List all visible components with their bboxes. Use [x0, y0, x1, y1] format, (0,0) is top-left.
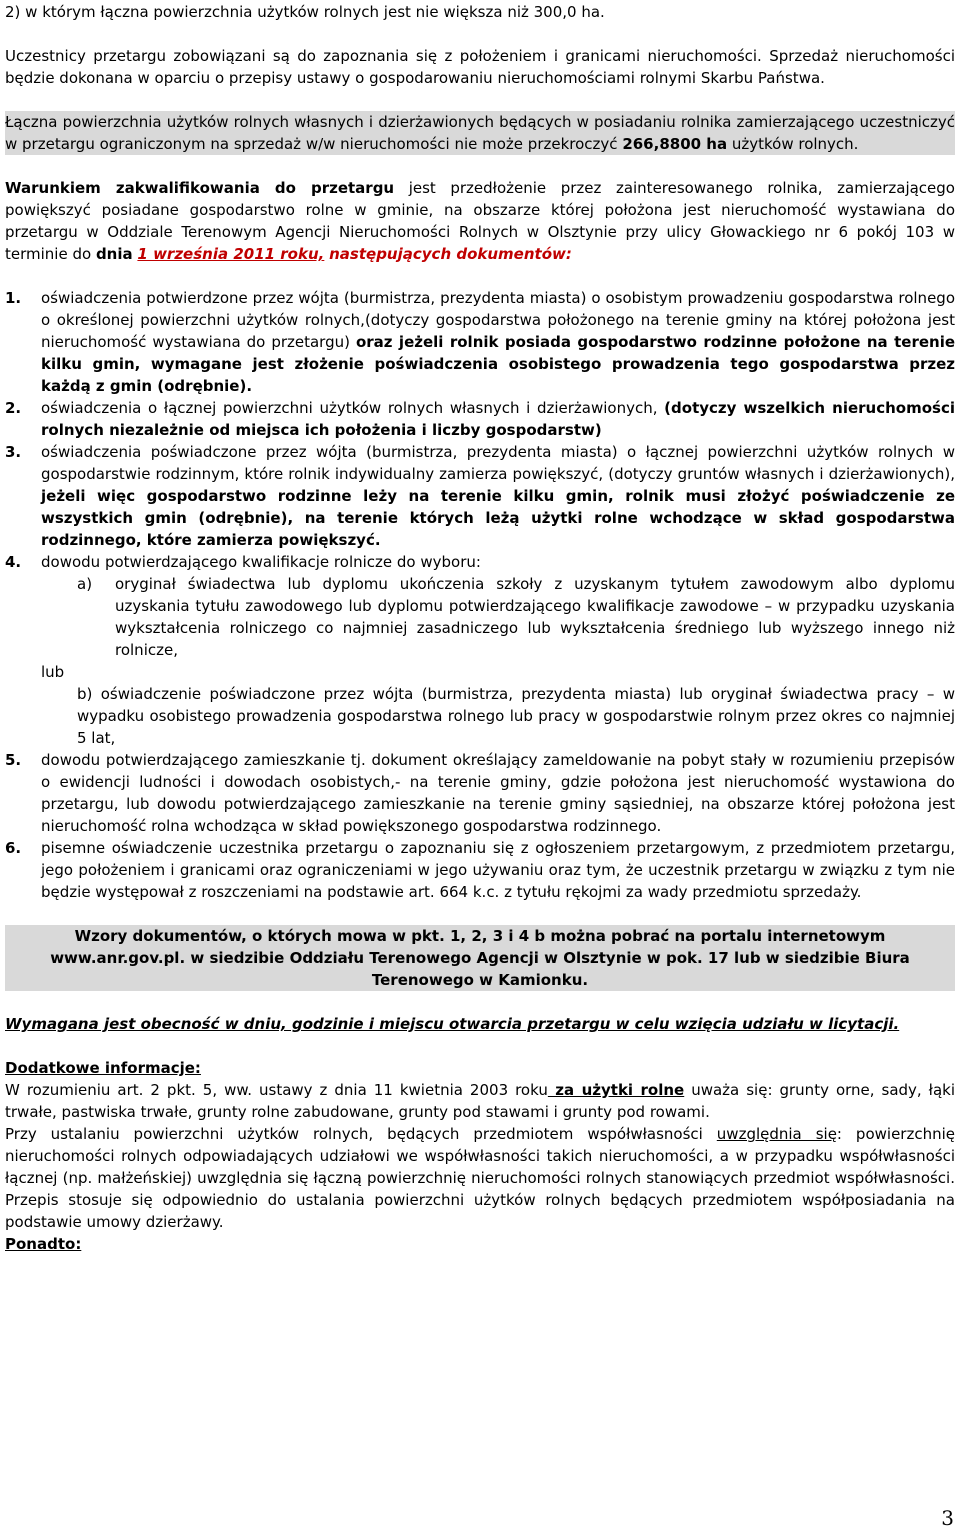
condition-text: jest przedłożenie przez zainteresowanego rolnika, zamierzającego powiększyć posiadane gospodarstwo rolne w gminie, na obszarze której położona jest nieruchomość wystawiana do przetargu w Oddziale Terenowym Agencji Nieruchomości Rolnych w Olsztynie przy ulicy Głowackiego nr 6 pokój 103 w terminie do [5, 179, 955, 263]
item-bold: oraz jeżeli rolnik posiada gospodarstwo rodzinne położone na terenie kilku gmin, wymagane jest złożenie poświadczenia osobistego prowadzenia tego gospodarstwa przez każdą z gmin (odrębnie). [41, 333, 956, 395]
sub-item-b-text: b) oświadczenie poświadczone przez wójta (burmistrza, prezydenta miasta) lub oryginał świadectwa pracy – w wypadku osobistego prowadzenia gospodarstwa rolnego lub pracy w gospodarstwie rolnym przez okres co najmniej 5 lat, [77, 685, 955, 747]
documents-list [5, 287, 955, 903]
item-text: dowodu potwierdzającego kwalifikacje rolnicze do wyboru: [41, 553, 481, 571]
item-text: dowodu potwierdzającego zamieszkanie tj. dokument określający zameldowanie na pobyt stały w rozumieniu przepisów o ewidencji ludności i dowodach osobistych,- na terenie gminy, gdzie położona jest nieruchomość wystawiona do przetargu, lub dowodu potwierdzającego zamieszkanie na terenie gminy sąsiedniej, na obszarze której położona jest nieruchomość rolna wchodząca w skład powiększonego gospodarstwa rodzinnego. [41, 751, 955, 835]
extra-info-p1 [5, 1079, 955, 1123]
item-number: 2. [5, 399, 22, 417]
page-number: 3 [941, 1506, 954, 1530]
or-connector: lub [41, 663, 65, 681]
paragraph-condition [5, 177, 955, 265]
extra-info-p2 [5, 1123, 955, 1233]
item-text: pisemne oświadczenie uczestnika przetargu o zapoznaniu się z ogłoszeniem przetargowym, z przedmiotem przetargu, jego położeniem i granicami oraz ograniczeniami w jego używaniu oraz tym, że uczestnik przetargu w związku z tym nie będzie występował z roszczeniami na podstawie art. 664 k.c. z tytułu rękojmi za wady przedmiotu sprzedaży. [41, 839, 955, 901]
extra-p1-tail: uważa się: grunty orne, sady, łąki trwałe, pastwiska trwałe, grunty rolne zabudowane, grunty pod stawami i grunty pod rowami. [5, 1081, 955, 1121]
item-number: 5. [5, 751, 22, 769]
list-item [5, 441, 955, 551]
templates-notice: Wzory dokumentów, o których mowa w pkt. 1, 2, 3 i 4 b można pobrać na portalu internetowym www.anr.gov.pl. w siedzibie Oddziału Terenowego Agencji w Olsztynie w pok. 17 lub w siedzibie Biura Terenowego w Kamionku. [5, 925, 955, 991]
sub-options [41, 573, 955, 661]
list-item [5, 287, 955, 397]
list-item [5, 837, 955, 903]
item-text: oświadczenia potwierdzone przez wójta (burmistrza, prezydenta miasta) o osobistym prowadzeniu gospodarstwa rolnego o określonej powierzchni użytków rolnych,(dotyczy gospodarstwa położonego na terenie gminy na której położona jest nieruchomość wystawiana do przetargu) [41, 289, 955, 351]
area-limit-value: 266,8800 ha [622, 135, 728, 153]
extra-p1-bold: za użytki rolne [547, 1081, 685, 1099]
extra-info-heading: Dodatkowe informacje: [5, 1059, 201, 1077]
condition-dnia: dnia [95, 245, 133, 263]
extra-p2-text: Przy ustalaniu powierzchni użytków rolnych, będących przedmiotem współwłasności [5, 1125, 717, 1143]
documents-lead: następujących dokumentów: [329, 245, 572, 263]
condition-lead: Warunkiem zakwalifikowania do przetargu [5, 179, 395, 197]
extra-p2-tail: : powierzchnię nieruchomości rolnych odpowiadających udziałowi we współwłasności takich nieruchomości, a w przypadku współwłasności łącznej (np. małżeńskiej) uwzględnia się łączną powierzchnię nieruchomości rolnych stanowiących przedmiot współwłasności. Przepis stosuje się odpowiednio do ustalania powierzchni użytków rolnych będących przedmiotem współposiadania na podstawie umowy dzierżawy. [5, 1125, 955, 1231]
item-bold: (dotyczy wszelkich nieruchomości rolnych niezależnie od miejsca ich położenia i liczby gospodarstw) [41, 399, 955, 439]
ponadto-heading: Ponadto: [5, 1235, 82, 1253]
top-line: 2) w którym łączna powierzchnia użytków rolnych jest nie większa niż 300,0 ha. [5, 3, 605, 21]
item-bold: jeżeli więc gospodarstwo rodzinne leży na terenie kilku gmin, rolnik musi złożyć poświadczenie ze wszystkich gmin (odrębnie), na terenie których leżą użytki rolne wchodzące w skład gospodarstwa rodzinnego, które zamierza powiększyć. [41, 487, 955, 549]
item-text: oświadczenia poświadczone przez wójta (burmistrza, prezydenta miasta) o łącznej powierzchni użytków rolnych w gospodarstwie rodzinnym, które rolnik indywidualny zamierza powiększyć, (dotyczy gruntów własnych i dzierżawionych), [41, 443, 955, 483]
sub-item-b [41, 683, 955, 749]
item-number: 3. [5, 443, 22, 461]
list-item [5, 749, 955, 837]
area-limit-tail: użytków rolnych. [727, 135, 859, 153]
extra-p2-underlined: uwzględnia się [716, 1125, 837, 1143]
item-number: 4. [5, 553, 22, 571]
item-text: oświadczenia o łącznej powierzchni użytków rolnych własnych i dzierżawionych, [41, 399, 665, 417]
item-number: 6. [5, 839, 22, 857]
list-item [5, 551, 955, 749]
presence-notice: Wymagana jest obecność w dniu, godzinie i miejscu otwarcia przetargu w celu wzięcia udziału w licytacji. [5, 1015, 900, 1033]
area-limit-text: Łączna powierzchnia użytków rolnych własnych i dzierżawionych będących w posiadaniu rolnika zamierzającego uczestniczyć w przetargu ograniczonym na sprzedaż w/w nieruchomości nie może przekroczyć [5, 113, 955, 153]
sub-item-a [77, 573, 955, 661]
paragraph-obligation: Uczestnicy przetargu zobowiązani są do zapoznania się z położeniem i granicami nieruchomości. Sprzedaż nieruchomości będzie dokonana w oparciu o przepisy ustawy o gospodarowaniu nieruchomościami rolnymi Skarbu Państwa. [5, 47, 955, 87]
extra-p1-text: W rozumieniu art. 2 pkt. 5, ww. ustawy z dnia 11 kwietnia 2003 roku [5, 1081, 548, 1099]
sub-item-a-label: a) [77, 575, 93, 593]
deadline-date: 1 września 2011 roku, [137, 245, 325, 263]
list-item [5, 397, 955, 441]
sub-item-a-text: oryginał świadectwa lub dyplomu ukończenia szkoły z uzyskanym tytułem zawodowym albo dyplomu uzyskania tytułu zawodowego lub dyplomu potwierdzającego kwalifikacje zawodowe – w przypadku uzyskania wykształcenia rolniczego co najmniej zasadniczego lub wykształcenia średniego lub wyższego innego niż rolnicze, [115, 575, 955, 659]
document-page [5, 0, 955, 1255]
paragraph-area-limit [5, 111, 955, 155]
item-number: 1. [5, 289, 22, 307]
